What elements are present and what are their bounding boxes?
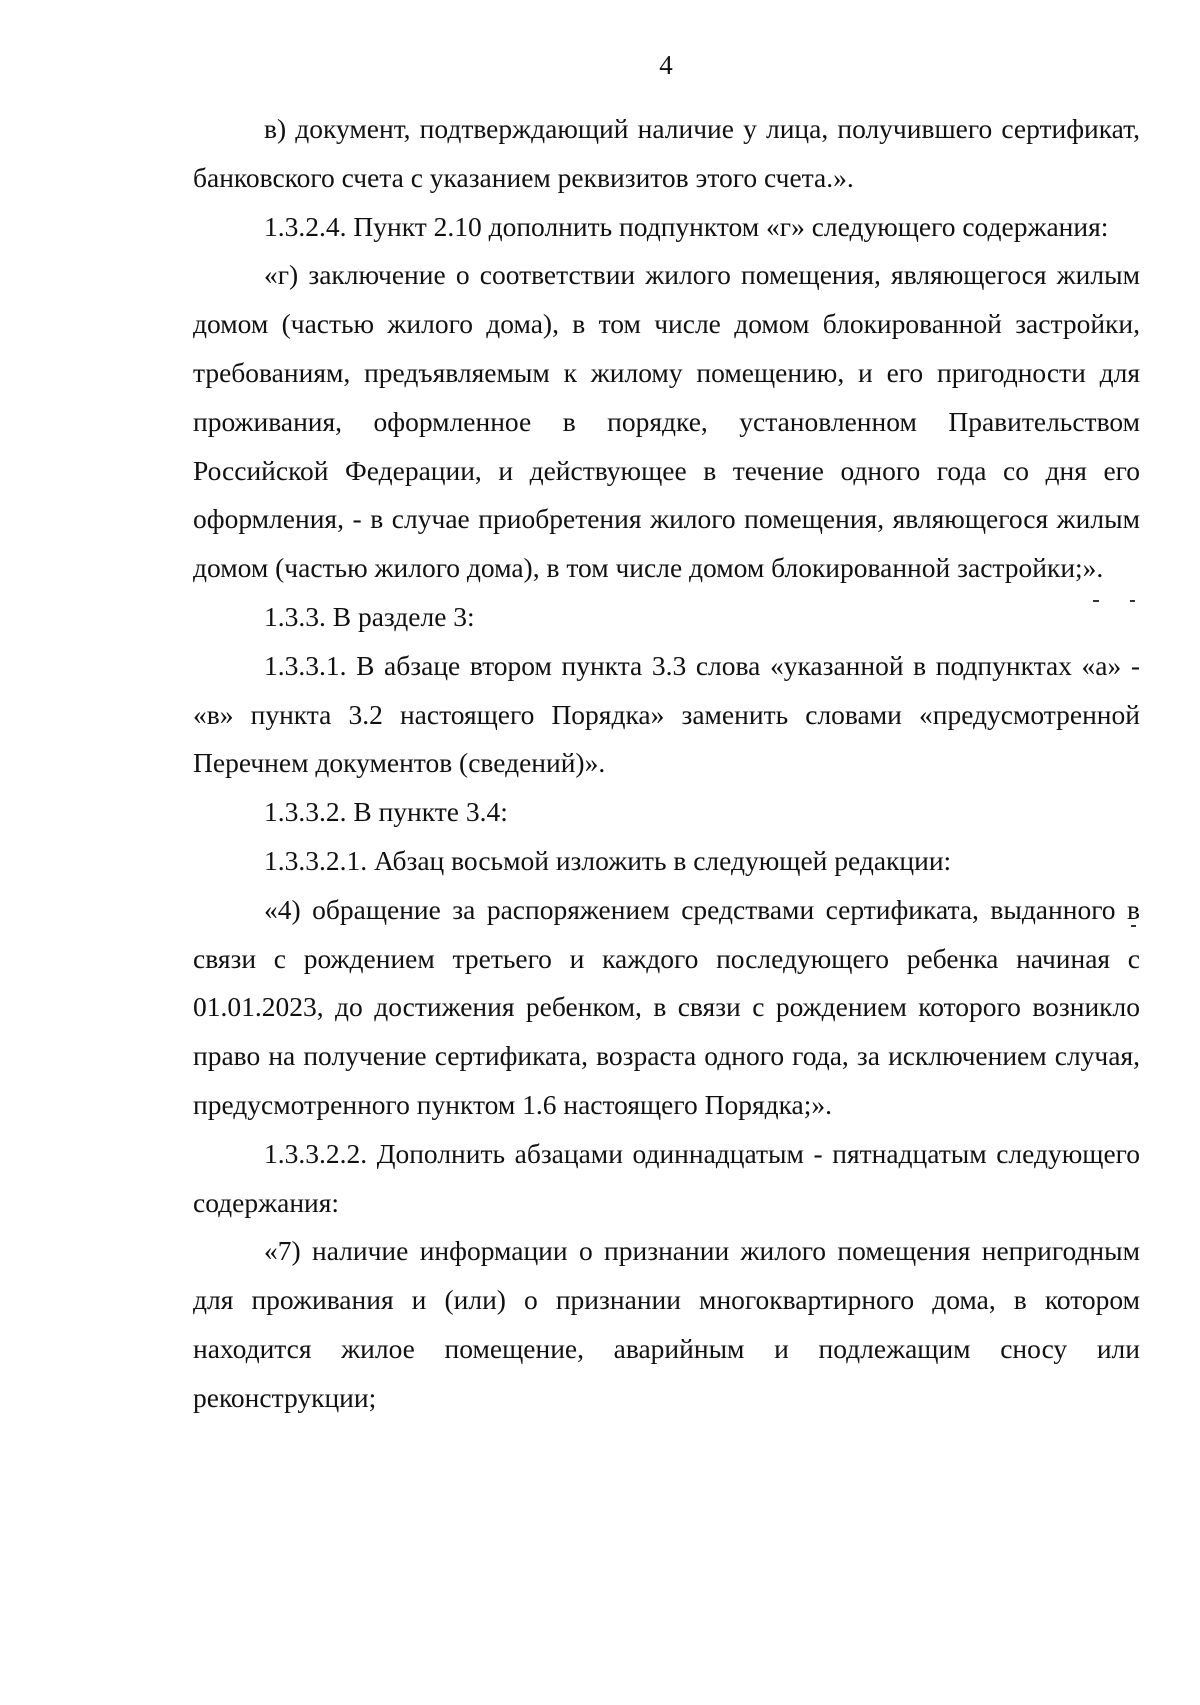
paragraph-1-3-3-2: 1.3.3.2. В пункте 3.4: (264, 796, 508, 828)
scan-mark (1093, 600, 1099, 602)
paragraph-1-3-2-4: 1.3.2.4. Пункт 2.10 дополнить подпунктом «г» следующего содержания: (264, 210, 1109, 242)
paragraph-1-3-3-2-2: 1.3.3.2.2. Дополнить абзацами одиннадцатым - пятнадцатым следующего содержания: (193, 1137, 1140, 1218)
paragraph-item-4: «4) обращение за распоряжением средствами сертификата, выданного в связи с рождением третьего и каждого последующего ребенка начиная с 01.01.2023, до достижения ребенком, в связи с рождением которого возникло право на получение сертификата, возраста одного года, за исключением случая, предусмотренного пунктом 1.6 настоящего Порядка;». (193, 893, 1140, 1120)
paragraph-1-3-3-1: 1.3.3.1. В абзаце втором пункта 3.3 слова «указанной в подпунктах «а» - «в» пункта 3.2 настоящего Порядка» заменить словами «предусмотренной Перечнем документов (сведений)». (193, 649, 1140, 779)
paragraph-item-v: в) документ, подтверждающий наличие у лица, получившего сертификат, банковского счета с указанием реквизитов этого счета.». (193, 113, 1140, 193)
paragraph-1-3-3-2-1: 1.3.3.2.1. Абзац восьмой изложить в следующей редакции: (264, 844, 952, 876)
page-number: 4 (659, 50, 673, 80)
scan-mark (1130, 600, 1135, 602)
scan-mark (1131, 925, 1136, 927)
document-body (193, 105, 1140, 1423)
paragraph-1-3-3: 1.3.3. В разделе 3: (264, 600, 475, 632)
paragraph-item-7: «7) наличие информации о признании жилого помещения непригодным для проживания и (или) о признании многоквартирного дома, в котором находится жилое помещение, аварийным и подлежащим сносу или реконструкции; (193, 1235, 1140, 1413)
paragraph-item-g: «г) заключение о соответствии жилого помещения, являющегося жилым домом (частью жилого дома), в том числе домом блокированной застройки, требованиям, предъявляемым к жилому помещению, и его пригодности для проживания, оформленное в порядке, установленном Правительством Российской Федерации, и действующее в течение одного года со дня его оформления, - в случае приобретения жилого помещения, являющегося жилым домом (частью жилого дома), в том числе домом блокированной застройки;». (193, 259, 1140, 584)
